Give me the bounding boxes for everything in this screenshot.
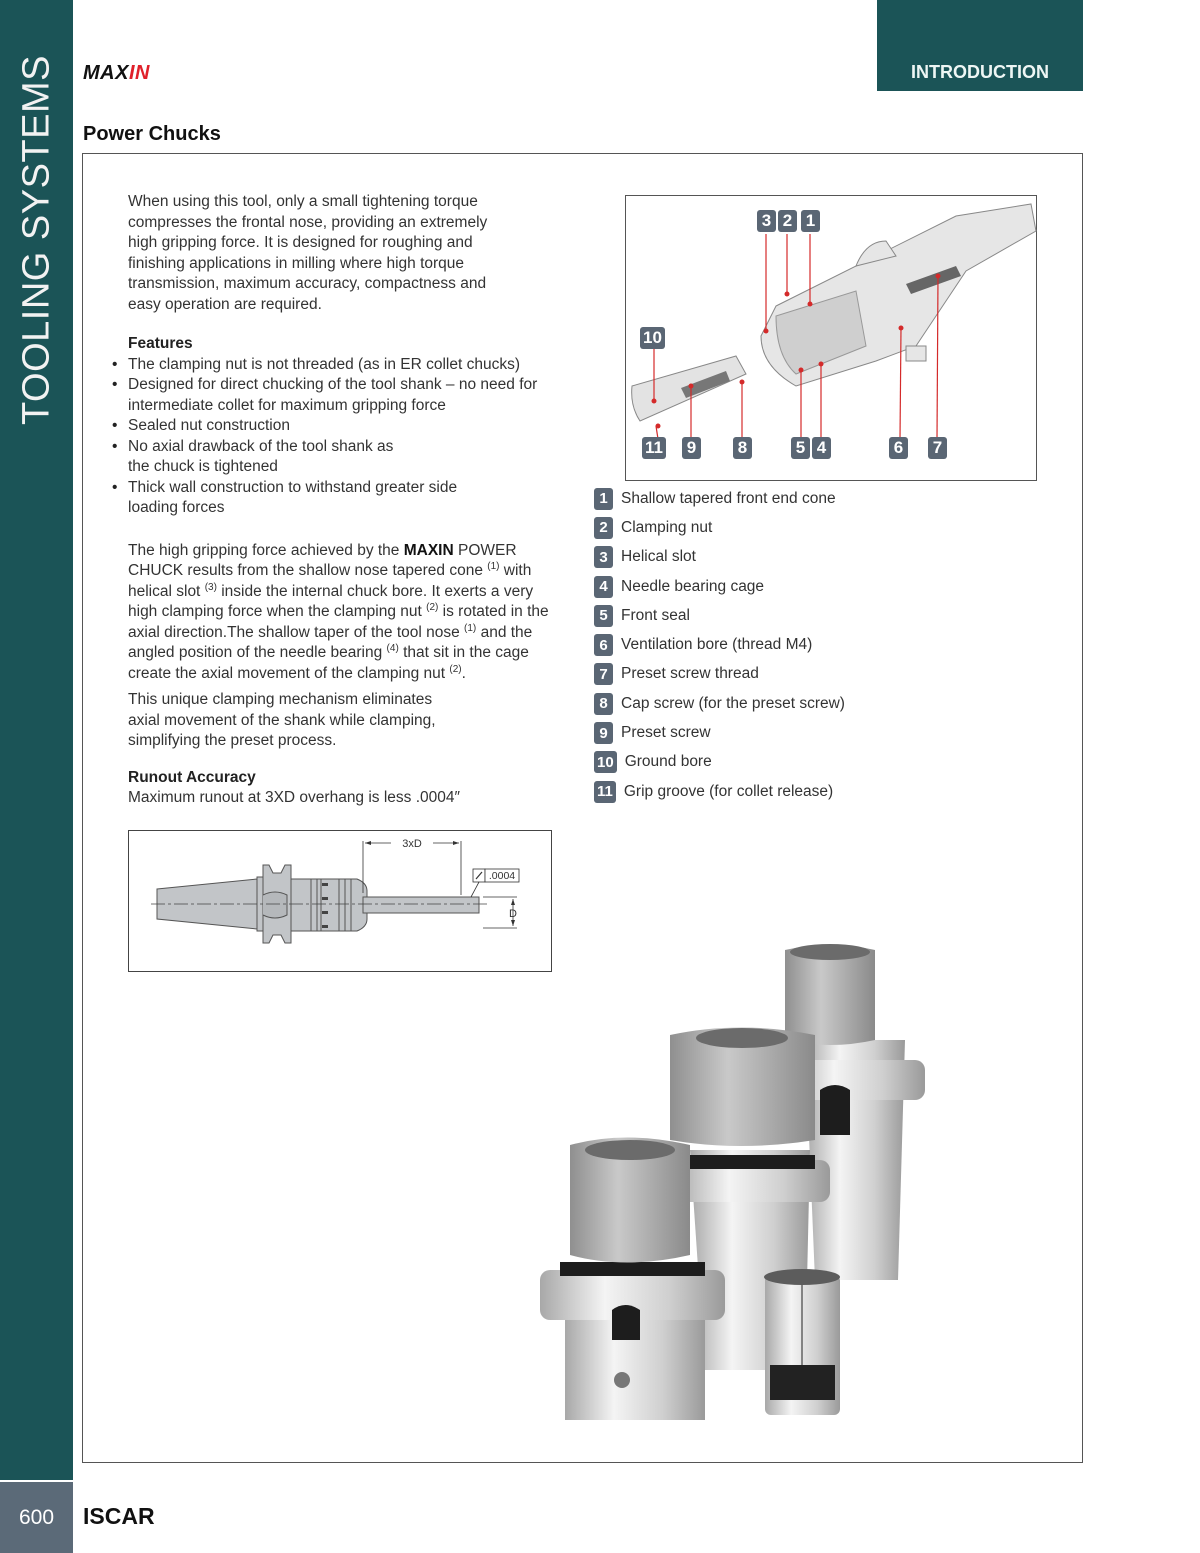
legend-item [594,543,994,572]
legend-number: 1 [594,488,613,510]
description-column [128,192,568,809]
callout-9: 9 [682,437,701,459]
legend-item [594,630,994,659]
chuck-cutaway-diagram [625,195,1037,481]
page-title: Power Chucks [83,123,221,145]
text-run: that sit in the cage create the axial movement of the clamping nut [128,644,529,682]
ref-superscript: (1) [464,622,477,634]
legend-label: Clamping nut [621,518,713,536]
feature-item: • Thick wall construction to withstand greater side loading forces [112,478,492,519]
callout-3: 3 [757,210,776,232]
text-run: The high gripping force achieved by the [128,541,404,559]
feature-item: • No axial drawback of the tool shank as the chuck is tightened [112,437,402,478]
features-heading: Features [128,335,193,352]
legend-number: 7 [594,663,613,685]
legend-label: Cap screw (for the preset screw) [621,694,845,712]
callout-7: 7 [928,437,947,459]
callout-4: 4 [812,437,831,459]
callout-10: 10 [640,327,665,349]
ref-superscript: (1) [487,560,500,572]
feature-item: • The clamping nut is not threaded (as in ER collet chucks) [112,355,568,376]
sidebar [0,0,73,1480]
power-chucks-illustration [530,940,930,1435]
diameter-label: D [509,908,517,920]
legend-number: 9 [594,722,613,744]
ref-superscript: (4) [386,642,399,654]
runout-diagram [128,830,552,972]
legend-label: Grip groove (for collet release) [623,782,834,800]
maxin-logo [83,62,150,85]
chuck-side-view-drawing [129,831,553,973]
text-run: and the angled position of the needle bearing [128,623,533,661]
text-run: with helical slot [128,562,532,600]
tolerance-label: .0004 [488,870,516,882]
legend-label: Helical slot [621,548,696,566]
callout-5: 5 [791,437,810,459]
legend-number: 3 [594,546,613,568]
product-photo [530,940,930,1435]
text-run: is rotated in the axial direction.The shallow taper of the tool nose [128,603,549,641]
legend-item [594,601,994,630]
legend-label: Preset screw thread [621,665,759,683]
runout-text: Maximum runout at 3XD overhang is less .0004″ [128,789,461,806]
feature-item: • Designed for direct chucking of the tool shank – no need for intermediate collet for maximum gripping force [112,375,552,416]
legend-number: 10 [594,751,617,773]
callout-6: 6 [889,437,908,459]
sidebar-section-label: TOOLING SYSTEMS [15,55,58,425]
legend-number: 6 [594,634,613,656]
legend-number: 8 [594,693,613,715]
legend-label: Preset screw [621,724,711,742]
text-run: . [461,664,466,682]
text-run: inside the internal chuck bore. It exerts a very high clamping force when the clamping nut [128,582,534,620]
legend-number: 5 [594,605,613,627]
legend-item [594,484,994,513]
legend-label: Front seal [621,606,690,624]
overhang-label: 3xD [402,838,422,850]
iscar-logo: ISCAR [83,1503,155,1529]
legend-item [594,572,994,601]
logo-part-max: MAX [83,62,129,84]
page-number: 600 [0,1482,73,1553]
legend-label: Ground bore [624,753,712,771]
mechanism-paragraph [128,541,558,685]
legend-item [594,718,994,747]
legend-item [594,777,994,806]
ref-superscript: (3) [204,581,217,593]
legend-item [594,689,994,718]
runout-heading: Runout Accuracy [128,768,256,786]
callout-1: 1 [801,210,820,232]
parts-legend [594,484,994,806]
maxin-bold: MAXIN [403,541,454,559]
unique-paragraph: This unique clamping mechanism eliminates axial movement of the shank while clamping, simplifying the preset process. [128,691,436,749]
legend-item [594,513,994,542]
ref-superscript: (2) [426,601,439,613]
legend-label: Shallow tapered front end cone [621,489,836,507]
intro-paragraph: When using this tool, only a small tightening torque compresses the frontal nose, providing an extremely high gripping force. It is designed for roughing and finishing applications in milling where high torque transmission, maximum accuracy, compactness and easy operation are required. [128,193,488,313]
legend-number: 11 [594,781,616,803]
text-run: POWER CHUCK results from the shallow nose tapered cone [128,541,517,579]
legend-label: Ventilation bore (thread M4) [621,636,813,654]
logo-part-in: IN [128,62,150,84]
ref-superscript: (2) [449,663,462,675]
callout-8: 8 [733,437,752,459]
legend-label: Needle bearing cage [621,577,765,595]
features-list [112,355,568,519]
callout-11: 11 [642,437,666,459]
legend-number: 2 [594,517,613,539]
legend-item [594,660,994,689]
section-tab-introduction: INTRODUCTION [877,0,1083,91]
legend-number: 4 [594,576,613,598]
callout-2: 2 [778,210,797,232]
legend-item [594,748,994,777]
feature-item: • Sealed nut construction [112,416,568,437]
